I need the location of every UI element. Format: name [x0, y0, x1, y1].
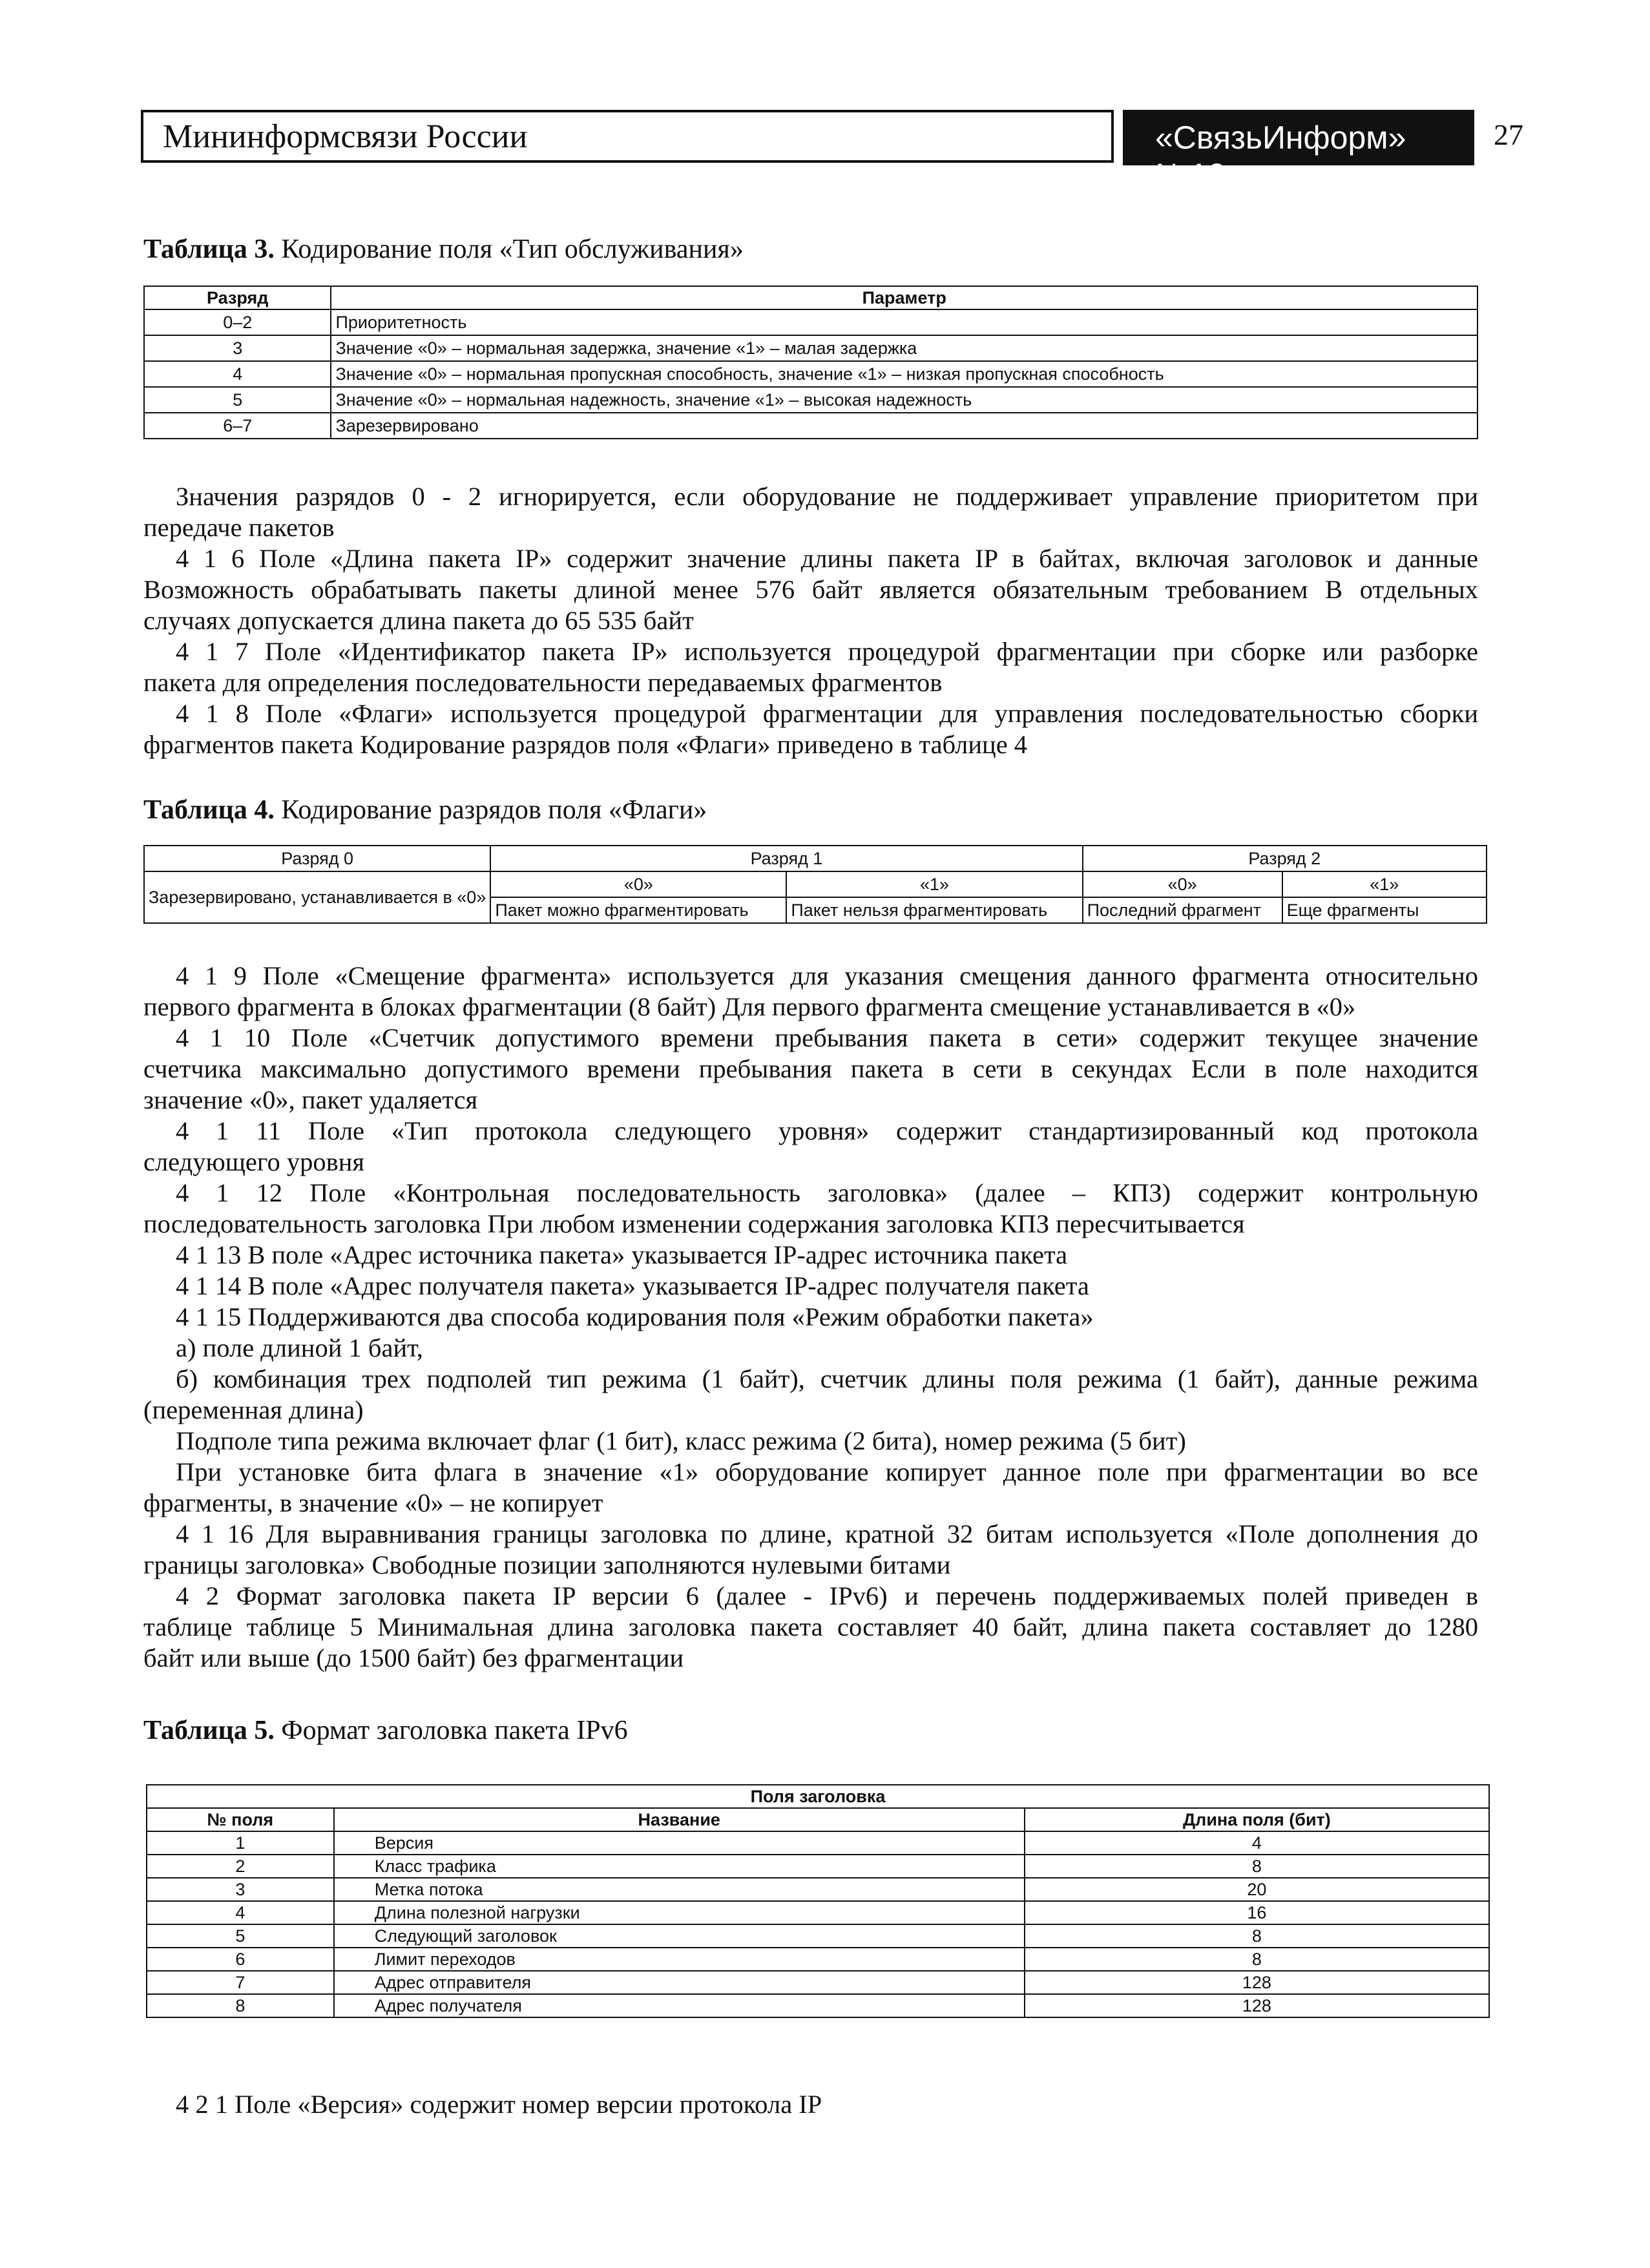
table5-cell: Класс трафика: [334, 1855, 1025, 1878]
table3-cell: 6–7: [144, 413, 331, 439]
table3-caption-label: Таблица 3.: [143, 234, 275, 264]
table5-cell: Адрес отправителя: [334, 1971, 1025, 1994]
table4-meaning: Еще фрагменты: [1282, 897, 1487, 923]
table3-cell: Зарезервировано: [331, 413, 1478, 439]
body-line: 4 1 10 Поле «Счетчик допустимого времени пребывания пакета в сети» содержит текущее значение: [176, 1023, 1478, 1052]
body-line: 4 1 16 Для выравнивания границы заголовка по длине, кратной 32 битам используется «Поле дополнения до: [176, 1519, 1478, 1548]
body-line: 4 2 1 Поле «Версия» содержит номер версии протокола IP: [176, 2090, 822, 2119]
body-line: границы заголовка» Свободные позиции заполняются нулевыми битами: [143, 1550, 951, 1579]
body-line: фрагменты, в значение «0» – не копирует: [143, 1488, 603, 1517]
table5-cell: Следующий заголовок: [334, 1924, 1025, 1948]
table4-caption-label: Таблица 4.: [143, 795, 275, 825]
table5-caption-label: Таблица 5.: [143, 1716, 275, 1745]
table4: [143, 845, 1487, 924]
table4-meaning: Пакет можно фрагментировать: [490, 897, 786, 923]
table5-caption: [143, 1715, 628, 1746]
body-line: таблице таблице 5 Минимальная длина заголовка пакета составляет 40 байт, длина пакета составляет до 1280: [143, 1612, 1478, 1641]
table5-cell: 4: [1025, 1831, 1489, 1855]
body-line: пакета для определения последовательности передаваемых фрагментов: [143, 668, 943, 697]
body-line: При установке бита флага в значение «1» оборудование копирует данное поле при фрагментации во все: [176, 1457, 1478, 1486]
body-line: значение «0», пакет удаляется: [143, 1085, 478, 1114]
header-ministry-title: Мининформсвязи России: [163, 118, 528, 155]
body-line: передаче пакетов: [143, 513, 335, 542]
table5-cell: 8: [1025, 1948, 1489, 1971]
body-line: Значения разрядов 0 - 2 игнорируется, если оборудование не поддерживает управление приоритетом при: [176, 482, 1478, 511]
body-line: случаях допускается длина пакета до 65 535 байт: [143, 606, 694, 635]
table4-header-bit0: Разряд 0: [144, 846, 490, 871]
body-text-block-3: [143, 2089, 1478, 2120]
body-line: 4 1 13 В поле «Адрес источника пакета» указывается IP-адрес источника пакета: [176, 1240, 1068, 1269]
body-text-block-1: [143, 481, 1478, 760]
table4-meaning: Последний фрагмент: [1083, 897, 1282, 923]
body-line: фрагментов пакета Кодирование разрядов поля «Флаги» приведено в таблице 4: [143, 730, 1028, 759]
body-line: 4 1 14 В поле «Адрес получателя пакета» указывается IP-адрес получателя пакета: [176, 1271, 1089, 1300]
table3-cell: 3: [144, 335, 331, 361]
table5-cell: 8: [1025, 1855, 1489, 1878]
table5-cell: 20: [1025, 1878, 1489, 1901]
table5-cell: 8: [1025, 1924, 1489, 1948]
table5-cell: 4: [147, 1901, 334, 1924]
body-line: 4 1 12 Поле «Контрольная последовательность заголовка» (далее – КПЗ) содержит контрольную: [176, 1178, 1478, 1207]
body-line: 4 1 11 Поле «Тип протокола следующего уровня» содержит стандартизированный код протокола: [176, 1116, 1478, 1145]
body-line: 4 2 Формат заголовка пакета IP версии 6 (далее - IPv6) и перечень поддерживаемых полей приведен в: [176, 1581, 1478, 1610]
table4-value: «0»: [490, 871, 786, 897]
body-line: байт или выше (до 1500 байт) без фрагментации: [143, 1643, 684, 1672]
table5-cell: Адрес получателя: [334, 1994, 1025, 2017]
table5-header-name: Название: [334, 1808, 1025, 1831]
body-text-block-2: [143, 961, 1478, 1674]
table5-cell: 8: [147, 1994, 334, 2017]
header-ministry-box: [141, 110, 1114, 163]
table5-cell: 5: [147, 1924, 334, 1948]
table3-header-parameter: Параметр: [331, 286, 1478, 309]
table5-cell: Версия: [334, 1831, 1025, 1855]
table5-cell: 2: [147, 1855, 334, 1878]
body-line: счетчика максимально допустимого времени пребывания пакета в сети в секундах Если в поле находится: [143, 1054, 1478, 1083]
table3-caption-text: Кодирование поля «Тип обслуживания»: [274, 234, 744, 264]
table4-value: «1»: [1282, 871, 1487, 897]
table4-header-bit2: Разряд 2: [1083, 846, 1487, 871]
table3-cell: 5: [144, 387, 331, 413]
header-journal-title: «СвязьИнформ» №10: [1155, 120, 1406, 193]
table3-cell: Значение «0» – нормальная пропускная способность, значение «1» – низкая пропускная способность: [331, 361, 1478, 387]
table5-cell: 7: [147, 1971, 334, 1994]
table5-cell: 6: [147, 1948, 334, 1971]
body-line: б) комбинация трех подполей тип режима (1 байт), счетчик длины поля режима (1 байт), данные режима: [176, 1364, 1478, 1393]
table4-header-bit1: Разряд 1: [490, 846, 1082, 871]
table3-caption: [143, 234, 744, 265]
table3-cell: Значение «0» – нормальная задержка, значение «1» – малая задержка: [331, 335, 1478, 361]
table3-cell: Значение «0» – нормальная надежность, значение «1» – высокая надежность: [331, 387, 1478, 413]
table5: [146, 1784, 1490, 2018]
body-line: 4 1 15 Поддерживаются два способа кодирования поля «Режим обработки пакета»: [176, 1302, 1094, 1331]
table5-cell: 16: [1025, 1901, 1489, 1924]
body-line: Подполе типа режима включает флаг (1 бит), класс режима (2 бита), номер режима (5 бит): [176, 1426, 1186, 1455]
page-number: 27: [1494, 118, 1523, 151]
table5-header-number: № поля: [147, 1808, 334, 1831]
table4-caption-text: Кодирование разрядов поля «Флаги»: [274, 795, 707, 825]
table5-header-length: Длина поля (бит): [1025, 1808, 1489, 1831]
table3-cell: 0–2: [144, 309, 331, 335]
table3-cell: Приоритетность: [331, 309, 1478, 335]
table5-cell: Длина полезной нагрузки: [334, 1901, 1025, 1924]
body-line: 4 1 9 Поле «Смещение фрагмента» используется для указания смещения данного фрагмента относительно: [176, 961, 1478, 990]
table4-meaning: Пакет нельзя фрагментировать: [786, 897, 1082, 923]
body-line: 4 1 6 Поле «Длина пакета IP» содержит значение длины пакета IP в байтах, включая заголовок и данные: [176, 544, 1478, 573]
table5-cell: Лимит переходов: [334, 1948, 1025, 1971]
header-journal-box: [1123, 110, 1474, 193]
table3-cell: 4: [144, 361, 331, 387]
body-line: следующего уровня: [143, 1147, 365, 1176]
body-line: последовательность заголовка При любом изменении содержания заголовка КПЗ пересчитывается: [143, 1209, 1245, 1238]
table3: [143, 286, 1478, 439]
table4-caption: [143, 795, 707, 826]
table5-cell: 1: [147, 1831, 334, 1855]
table5-cell: 128: [1025, 1971, 1489, 1994]
body-line: первого фрагмента в блоках фрагментации (8 байт) Для первого фрагмента смещение устанавливается в «0»: [143, 992, 1356, 1021]
body-line: Возможность обрабатывать пакеты длиной менее 576 байт является обязательным требованием В отдельных: [143, 575, 1478, 604]
table5-caption-text: Формат заголовка пакета IPv6: [274, 1716, 628, 1745]
body-line: (переменная длина): [143, 1395, 364, 1424]
table5-cell: 128: [1025, 1994, 1489, 2017]
body-line: а) поле длиной 1 байт,: [176, 1333, 423, 1362]
table5-cell: Метка потока: [334, 1878, 1025, 1901]
body-line: 4 1 8 Поле «Флаги» используется процедурой фрагментации для управления последовательностью сборки: [176, 699, 1478, 728]
body-line: 4 1 7 Поле «Идентификатор пакета IP» используется процедурой фрагментации при сборке или разборке: [176, 637, 1478, 666]
table5-group-header: Поля заголовка: [147, 1785, 1489, 1808]
table3-header-bit: Разряд: [144, 286, 331, 309]
table4-row-label: Зарезервировано, устанавливается в «0»: [144, 871, 490, 923]
table4-value: «0»: [1083, 871, 1282, 897]
table5-cell: 3: [147, 1878, 334, 1901]
table4-value: «1»: [786, 871, 1082, 897]
